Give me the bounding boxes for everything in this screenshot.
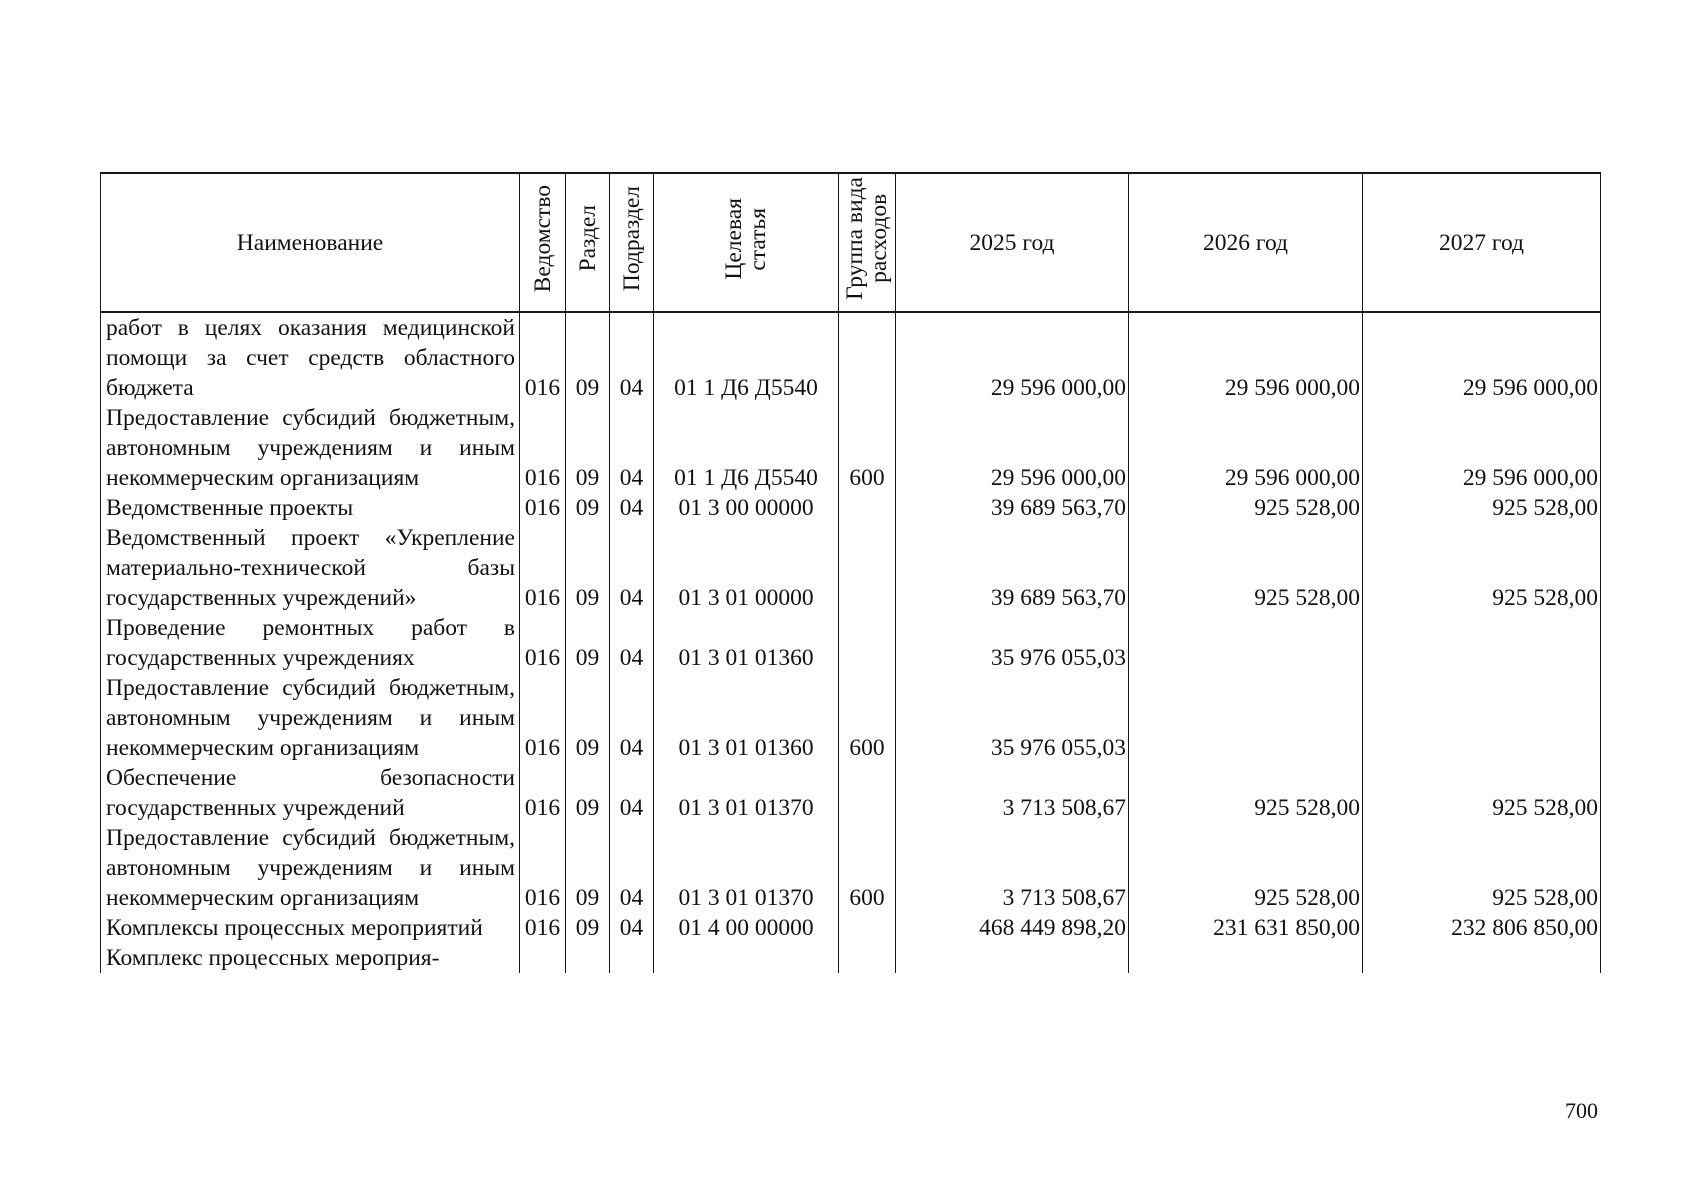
row-amount-2026: 231 631 850,00 [1129, 913, 1363, 943]
row-department: 016 [520, 823, 566, 913]
row-amount-2027: 29 596 000,00 [1363, 403, 1601, 493]
row-department: 016 [520, 493, 566, 523]
header-target [654, 173, 839, 312]
header-subsection-label: Подраздел [618, 185, 645, 292]
row-section: 09 [566, 493, 610, 523]
header-subsection [610, 173, 654, 312]
row-section: 09 [566, 523, 610, 613]
row-section: 09 [566, 613, 610, 673]
row-amount-2026 [1129, 673, 1363, 763]
row-department: 016 [520, 763, 566, 823]
header-year-2026 [1129, 173, 1363, 312]
row-amount-2027 [1363, 613, 1601, 673]
row-target: 01 3 01 01360 [654, 673, 839, 763]
row-department: 016 [520, 913, 566, 943]
row-amount-2025: 39 689 563,70 [896, 523, 1129, 613]
header-expense [839, 173, 896, 312]
header-expense-line2: расходов [866, 193, 892, 284]
row-expense: 600 [839, 823, 896, 913]
row-target: 01 1 Д6 Д5540 [654, 403, 839, 493]
row-subsection: 04 [610, 673, 654, 763]
row-amount-2027: 925 528,00 [1363, 493, 1601, 523]
row-amount-2026: 29 596 000,00 [1129, 312, 1363, 403]
row-amount-2026 [1129, 613, 1363, 673]
row-amount-2025: 29 596 000,00 [896, 312, 1129, 403]
row-amount-2026: 925 528,00 [1129, 523, 1363, 613]
header-target-label [722, 198, 770, 280]
row-target: 01 1 Д6 Д5540 [654, 312, 839, 403]
row-expense [839, 613, 896, 673]
row-amount-2026: 925 528,00 [1129, 763, 1363, 823]
row-amount-2025: 3 713 508,67 [896, 763, 1129, 823]
row-section: 09 [566, 913, 610, 943]
row-target: 01 3 00 00000 [654, 493, 839, 523]
row-subsection: 04 [610, 403, 654, 493]
table-row [101, 823, 1601, 913]
row-amount-2025: 29 596 000,00 [896, 403, 1129, 493]
row-target [654, 943, 839, 973]
row-department: 016 [520, 523, 566, 613]
row-target: 01 3 01 00000 [654, 523, 839, 613]
table-row [101, 493, 1601, 523]
row-name: Предоставление субсидий бюджетным, автономным учреждениям и иным некоммерческим организациям [101, 673, 520, 763]
row-amount-2027: 232 806 850,00 [1363, 913, 1601, 943]
row-amount-2025: 35 976 055,03 [896, 613, 1129, 673]
header-year-2026-label: 2026 год [1203, 229, 1288, 256]
row-subsection: 04 [610, 763, 654, 823]
header-section [566, 173, 610, 312]
header-expense-label [843, 177, 891, 300]
row-expense [839, 943, 896, 973]
row-target: 01 3 01 01360 [654, 613, 839, 673]
row-expense [839, 493, 896, 523]
row-amount-2026 [1129, 943, 1363, 973]
row-subsection [610, 943, 654, 973]
row-expense [839, 312, 896, 403]
row-department: 016 [520, 673, 566, 763]
row-target: 01 3 01 01370 [654, 763, 839, 823]
table-body [101, 312, 1601, 973]
row-target: 01 4 00 00000 [654, 913, 839, 943]
page-number: 700 [1565, 1098, 1598, 1123]
row-department [520, 943, 566, 973]
row-subsection: 04 [610, 312, 654, 403]
row-section: 09 [566, 312, 610, 403]
row-amount-2025: 39 689 563,70 [896, 493, 1129, 523]
row-name: Проведение ремонтных работ в государственных учреждениях [101, 613, 520, 673]
header-name-label: Наименование [236, 229, 384, 256]
table-header [101, 173, 1601, 312]
row-expense [839, 523, 896, 613]
row-subsection: 04 [610, 523, 654, 613]
row-name: Комплекс процессных мероприя- [101, 943, 520, 973]
row-subsection: 04 [610, 493, 654, 523]
row-section: 09 [566, 763, 610, 823]
table-row [101, 523, 1601, 613]
row-name: Комплексы процессных мероприятий [101, 913, 520, 943]
table-row [101, 673, 1601, 763]
row-amount-2026: 925 528,00 [1129, 493, 1363, 523]
row-department: 016 [520, 312, 566, 403]
header-target-line1: Целевая [721, 197, 747, 280]
header-section-label: Раздел [574, 205, 601, 272]
header-name [101, 173, 520, 312]
row-department: 016 [520, 613, 566, 673]
row-expense: 600 [839, 673, 896, 763]
table-row [101, 913, 1601, 943]
table-row [101, 312, 1601, 403]
row-section: 09 [566, 403, 610, 493]
row-name: Предоставление субсидий бюджетным, автономным учреждениям и иным некоммерческим организациям [101, 823, 520, 913]
row-amount-2025 [896, 943, 1129, 973]
row-amount-2026: 925 528,00 [1129, 823, 1363, 913]
header-year-2025 [896, 173, 1129, 312]
header-target-line2: статья [745, 207, 771, 270]
row-name: Предоставление субсидий бюджетным, автономным учреждениям и иным некоммерческим организациям [101, 403, 520, 493]
row-section [566, 943, 610, 973]
row-subsection: 04 [610, 823, 654, 913]
row-section: 09 [566, 823, 610, 913]
row-amount-2027 [1363, 943, 1601, 973]
row-name: Обеспечение безопасности государственных учреждений [101, 763, 520, 823]
row-expense: 600 [839, 403, 896, 493]
row-expense [839, 763, 896, 823]
row-subsection: 04 [610, 613, 654, 673]
header-year-2027 [1363, 173, 1601, 312]
row-amount-2027: 925 528,00 [1363, 763, 1601, 823]
header-department [520, 173, 566, 312]
row-amount-2027: 925 528,00 [1363, 523, 1601, 613]
row-amount-2025: 35 976 055,03 [896, 673, 1129, 763]
row-expense [839, 913, 896, 943]
row-amount-2027: 925 528,00 [1363, 823, 1601, 913]
table-row [101, 613, 1601, 673]
row-section: 09 [566, 673, 610, 763]
table-row [101, 943, 1601, 973]
table-row [101, 403, 1601, 493]
header-year-2025-label: 2025 год [969, 229, 1055, 256]
row-amount-2027: 29 596 000,00 [1363, 312, 1601, 403]
row-amount-2025: 468 449 898,20 [896, 913, 1129, 943]
header-year-2027-label: 2027 год [1439, 229, 1524, 256]
row-amount-2025: 3 713 508,67 [896, 823, 1129, 913]
row-name: работ в целях оказания медицинской помощи за счет средств областного бюджета [101, 312, 520, 403]
row-name: Ведомственный проект «Укрепление материально-технической базы государственных учреждений» [101, 523, 520, 613]
row-name: Ведомственные проекты [101, 493, 520, 523]
header-expense-line1: Группа вида [842, 177, 868, 300]
row-subsection: 04 [610, 913, 654, 943]
row-target: 01 3 01 01370 [654, 823, 839, 913]
row-amount-2027 [1363, 673, 1601, 763]
budget-table [100, 172, 1601, 973]
row-amount-2026: 29 596 000,00 [1129, 403, 1363, 493]
row-department: 016 [520, 403, 566, 493]
table-row [101, 763, 1601, 823]
header-department-label: Ведомство [529, 184, 556, 293]
